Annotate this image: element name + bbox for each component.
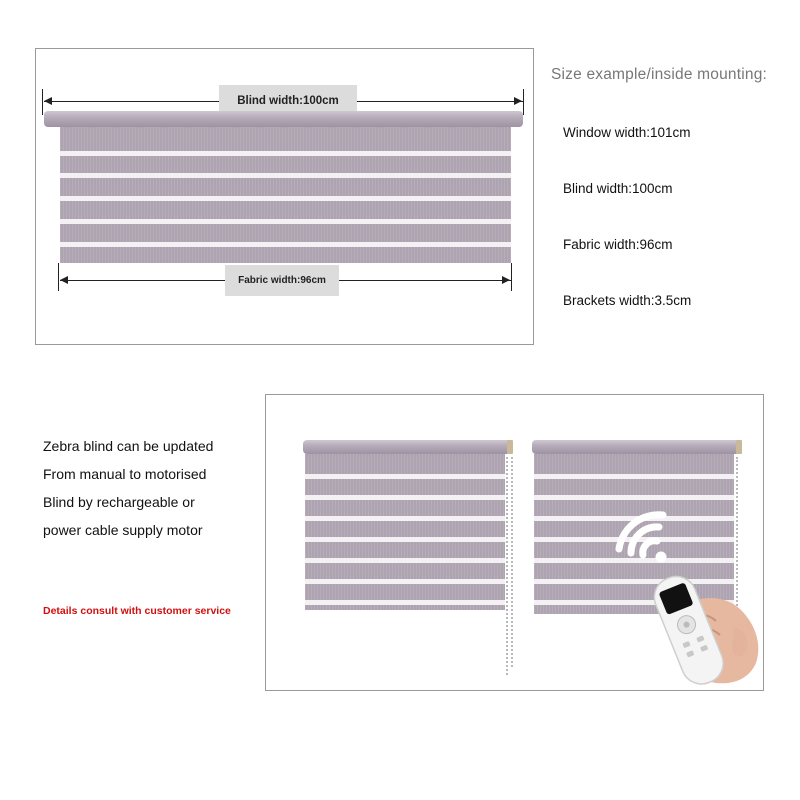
- fabric-stripe: [305, 495, 505, 500]
- blind-width-tick-left: [42, 89, 43, 115]
- description-line: Blind by rechargeable or: [43, 494, 195, 510]
- customer-service-note: Details consult with customer service: [43, 605, 231, 617]
- manual-blind-fabric: [305, 454, 505, 610]
- fabric-stripe: [60, 151, 511, 156]
- wireless-signal-icon: [611, 507, 675, 567]
- manual-blind-bracket: [507, 440, 513, 454]
- roller-tube: [44, 111, 523, 127]
- description-line: Zebra blind can be updated: [43, 438, 214, 454]
- fabric-stripe: [305, 474, 505, 479]
- fabric-stripe: [60, 196, 511, 201]
- spec-blind-width: Blind width:100cm: [563, 181, 673, 196]
- description-line: From manual to motorised: [43, 466, 207, 482]
- blind-fabric: [60, 127, 511, 263]
- fabric-stripe: [305, 558, 505, 563]
- upgrade-comparison-panel: [265, 394, 764, 691]
- pull-cord-back: [511, 457, 513, 667]
- fabric-width-label: Fabric width:96cm: [225, 265, 339, 296]
- fabric-stripe: [60, 173, 511, 178]
- fabric-stripe: [305, 600, 505, 605]
- description-line: power cable supply motor: [43, 522, 203, 538]
- fabric-stripe: [534, 495, 734, 500]
- pull-cord-front: [506, 457, 508, 675]
- spec-window-width: Window width:101cm: [563, 125, 691, 140]
- manual-blind-tube: [303, 440, 511, 454]
- size-diagram-panel: [35, 48, 534, 345]
- motorised-blind-tube: [532, 440, 740, 454]
- remote-control-icon: [646, 565, 764, 690]
- fabric-stripe: [534, 474, 734, 479]
- fabric-stripe: [60, 242, 511, 247]
- spec-fabric-width: Fabric width:96cm: [563, 237, 673, 252]
- fabric-width-tick-left: [58, 263, 59, 291]
- fabric-stripe: [60, 219, 511, 224]
- fabric-stripe: [305, 537, 505, 542]
- blind-width-label: Blind width:100cm: [219, 85, 357, 117]
- motorised-blind-bracket: [736, 440, 742, 454]
- size-example-title: Size example/inside mounting:: [551, 66, 768, 83]
- spec-brackets-width: Brackets width:3.5cm: [563, 293, 692, 308]
- fabric-width-tick-right: [511, 263, 512, 291]
- blind-width-tick-right: [523, 89, 524, 115]
- fabric-stripe: [305, 579, 505, 584]
- fabric-stripe: [305, 516, 505, 521]
